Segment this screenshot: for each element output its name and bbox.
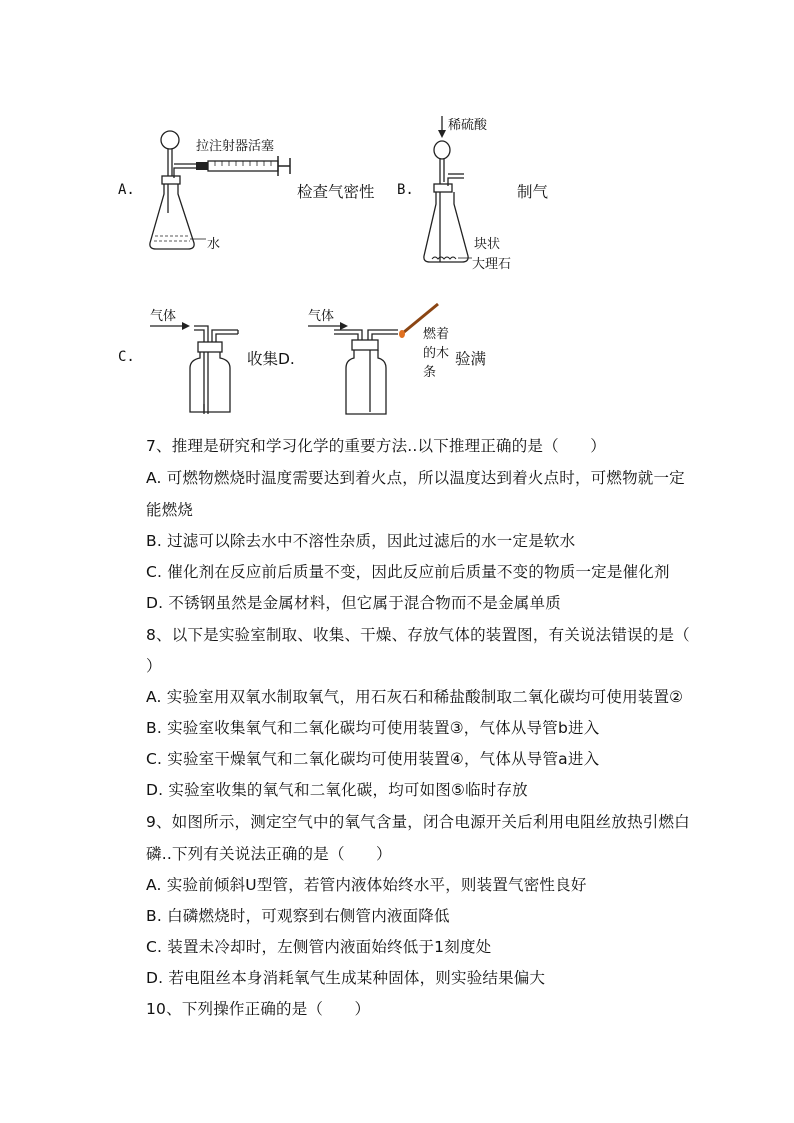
question-9-stem-cont: 磷..下列有关说法正确的是（ ）	[146, 845, 392, 863]
question-7-option-d: D. 不锈钢虽然是金属材料，但它属于混合物而不是金属单质	[146, 594, 561, 612]
question-7-stem: 7、推理是研究和学习化学的重要方法..以下推理正确的是（ ）	[146, 437, 606, 455]
option-c-letter: C.	[118, 349, 135, 365]
option-b-letter: B.	[397, 182, 414, 198]
solid-label-line2: 大理石	[472, 257, 512, 272]
gas-label-c: 气体	[150, 309, 177, 324]
question-9-option-c: C. 装置未冷却时，左侧管内液面始终低于1刻度处	[146, 938, 492, 956]
water-label: 水	[207, 237, 221, 252]
acid-label: 稀硫酸	[448, 118, 488, 133]
question-7-option-a-cont: 能燃烧	[146, 501, 194, 519]
caption-collection: 收集D.	[247, 350, 295, 368]
question-9-option-a: A. 实验前倾斜U型管，若管内液体始终水平，则装置气密性良好	[146, 876, 587, 894]
gas-label-d: 气体	[308, 309, 335, 324]
question-8-option-d: D. 实验室收集的氧气和二氧化碳，均可如图⑤临时存放	[146, 781, 528, 799]
stick-label-line1: 燃着	[423, 327, 450, 342]
question-8-stem: 8、以下是实验室制取、收集、干燥、存放气体的装置图，有关说法错误的是（	[146, 626, 690, 644]
caption-full-check: 验满	[455, 350, 487, 368]
syringe-label: 拉注射器活塞	[196, 139, 275, 154]
question-9-stem: 9、如图所示，测定空气中的氧气含量，闭合电源开关后利用电阻丝放热引燃白	[146, 813, 690, 831]
gas-generation-figure	[418, 112, 518, 272]
stick-label-line2: 的木	[423, 346, 450, 361]
question-7-option-b: B. 过滤可以除去水中不溶性杂质，因此过滤后的水一定是软水	[146, 532, 576, 550]
caption-airtightness: 检查气密性	[297, 183, 375, 201]
question-10-stem: 10、下列操作正确的是（ ）	[146, 1000, 371, 1018]
gas-collection-figure	[148, 318, 248, 418]
stick-label-line3: 条	[423, 365, 437, 380]
question-9-option-b: B. 白磷燃烧时，可观察到右侧管内液面降低	[146, 907, 450, 925]
option-a-letter: A.	[118, 182, 135, 198]
caption-generation: 制气	[517, 183, 549, 201]
question-7-option-c: C. 催化剂在反应前后质量不变，因此反应前后质量不变的物质一定是催化剂	[146, 563, 670, 581]
question-8-option-c: C. 实验室干燥氧气和二氧化碳均可使用装置④，气体从导管a进入	[146, 750, 600, 768]
solid-label-line1: 块状	[474, 237, 501, 252]
question-9-option-d: D. 若电阻丝本身消耗氧气生成某种固体，则实验结果偏大	[146, 969, 546, 987]
question-8-option-b: B. 实验室收集氧气和二氧化碳均可使用装置③，气体从导管b进入	[146, 719, 600, 737]
question-8-option-a: A. 实验室用双氧水制取氧气，用石灰石和稀盐酸制取二氧化碳均可使用装置②	[146, 688, 684, 706]
question-8-stem-cont: ）	[146, 657, 162, 675]
question-7-option-a: A. 可燃物燃烧时温度需要达到着火点，所以温度达到着火点时，可燃物就一定	[146, 469, 685, 487]
